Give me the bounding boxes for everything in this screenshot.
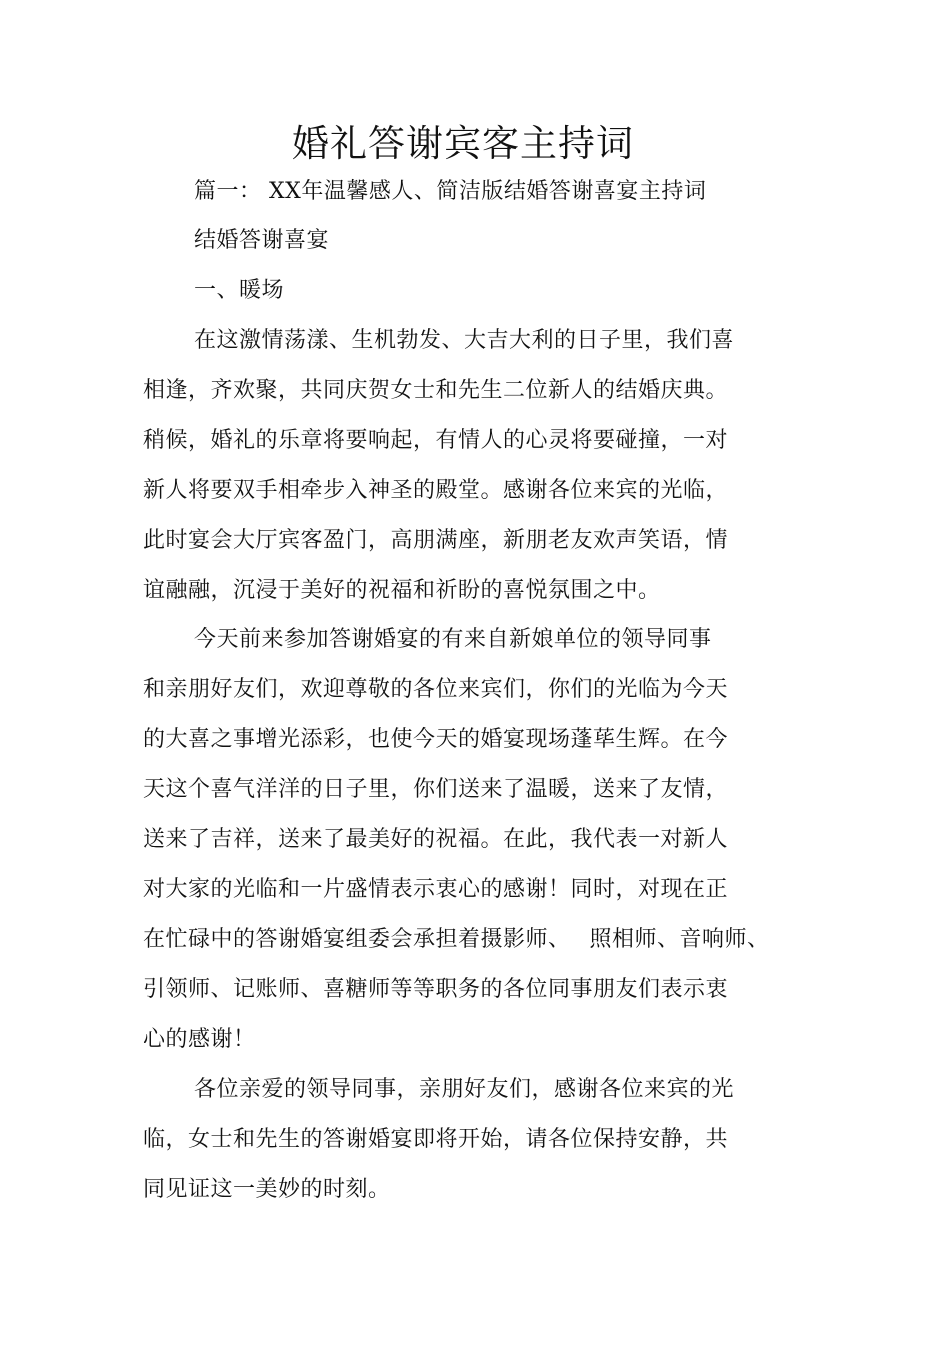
- paragraph-line: 谊融融，沉浸于美好的祝福和祈盼的喜悦氛围之中。: [143, 578, 661, 603]
- subsection-heading: 一、暖场: [194, 278, 285, 303]
- paragraph-line: 在忙碌中的答谢婚宴组委会承担着摄影师、 照相师、音响师、: [143, 927, 770, 952]
- paragraph-line: 今天前来参加答谢婚宴的有来自新娘单位的领导同事: [194, 627, 712, 652]
- paragraph-line: 相逢，齐欢聚，共同庆贺女士和先生二位新人的结婚庆典。: [143, 378, 729, 403]
- paragraph-line: 同见证这一美妙的时刻。: [143, 1177, 391, 1202]
- document-title: 婚礼答谢宾客主持词: [292, 122, 634, 165]
- paragraph-line: 天这个喜气洋洋的日子里，你们送来了温暖，送来了友情，: [143, 777, 729, 802]
- paragraph-line: 新人将要双手相牵步入神圣的殿堂。感谢各位来宾的光临，: [143, 478, 729, 503]
- paragraph-line: 临，女士和先生的答谢婚宴即将开始，请各位保持安静，共: [143, 1127, 729, 1152]
- paragraph-line: 对大家的光临和一片盛情表示衷心的感谢！同时，对现在正: [143, 877, 729, 902]
- paragraph-line: 稍候，婚礼的乐章将要响起，有情人的心灵将要碰撞，一对: [143, 428, 729, 453]
- paragraph-line: 心的感谢！: [143, 1027, 256, 1052]
- paragraph-line: 各位亲爱的领导同事，亲朋好友们，感谢各位来宾的光: [194, 1077, 735, 1102]
- paragraph-line: 在这激情荡漾、生机勃发、大吉大利的日子里，我们喜: [194, 328, 735, 353]
- paragraph-line: 此时宴会大厅宾客盈门，高朋满座，新朋老友欢声笑语，情: [143, 528, 729, 553]
- paragraph-line: 和亲朋好友们，欢迎尊敬的各位来宾们，你们的光临为今天: [143, 677, 729, 702]
- section-heading: 结婚答谢喜宴: [194, 228, 330, 253]
- paragraph-line: 引领师、记账师、喜糖师等等职务的各位同事朋友们表示衷: [143, 977, 729, 1002]
- paragraph-line: 送来了吉祥，送来了最美好的祝福。在此，我代表一对新人: [143, 827, 729, 852]
- paragraph-line: 的大喜之事增光添彩，也使今天的婚宴现场蓬荜生辉。在今: [143, 727, 729, 752]
- document-subtitle: 篇一： XX年温馨感人、简洁版结婚答谢喜宴主持词: [194, 179, 707, 204]
